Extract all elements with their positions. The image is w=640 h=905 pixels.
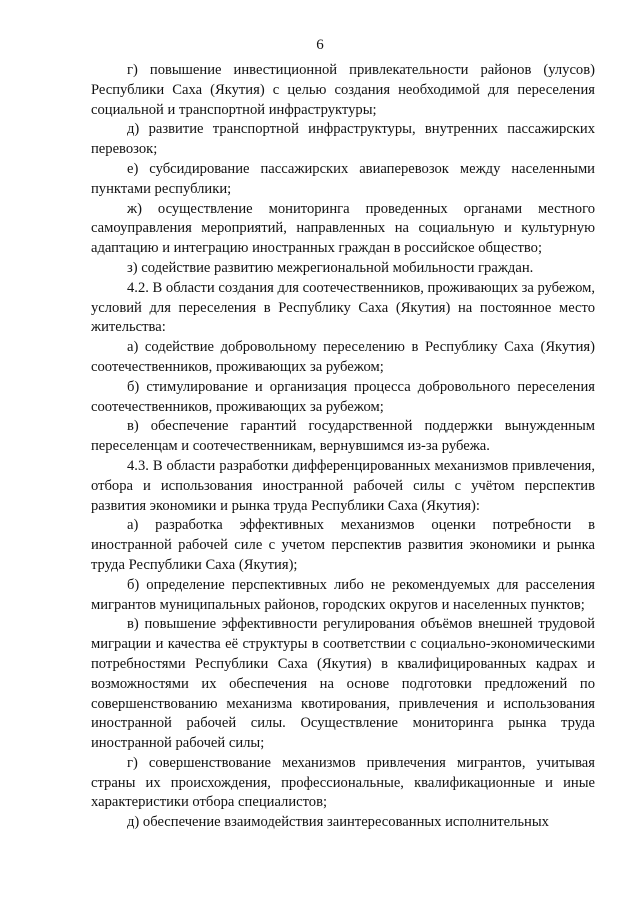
- paragraph-a-voluntary-resettlement: а) содействие добровольному переселению в Республику Саха (Якутия) соотечественников, проживающих за рубежом;: [91, 339, 595, 375]
- section-4-2-heading: 4.2. В области создания для соотечественников, проживающих за рубежом, условий для переселения в Республику Саха (Якутия) на постоянное место жительства:: [91, 279, 595, 336]
- paragraph-z-interregional-mobility: з) содействие развитию межрегиональной мобильности граждан.: [127, 259, 534, 276]
- paragraph-g-attraction-mechanisms: г) совершенствование механизмов привлечения мигрантов, учитывая страны их происхождения, профессиональные, квалификационные и иные характеристики отбора специалистов;: [91, 754, 595, 811]
- paragraph-b-resettlement-stimulation: б) стимулирование и организация процесса добровольного переселения соотечественников, проживающих за рубежом;: [91, 378, 595, 415]
- page-number: 6: [316, 37, 324, 53]
- paragraph-a-demand-assessment: а) разработка эффективных механизмов оценки потребности в иностранной рабочей силе с учетом перспектив развития экономики и рынка труда Республики Саха (Якутия);: [91, 517, 595, 573]
- paragraph-d-transport-infrastructure: д) развитие транспортной инфраструктуры, внутренних пассажирских перевозок;: [91, 121, 595, 158]
- paragraph-g-investment-attractiveness: г) повышение инвестиционной привлекательности районов (улусов) Республики Саха (Якутия) с целью создания необходимой для переселения социальной и транспортной инфраструктуры;: [91, 62, 595, 118]
- document-body: [91, 61, 595, 833]
- paragraph-d-interaction-truncated: д) обеспечение взаимодействия заинтересованных исполнительных: [127, 814, 549, 831]
- paragraph-e-air-transport-subsidy: е) субсидирование пассажирских авиаперевозок между населенными пунктами республики;: [91, 160, 595, 197]
- paragraph-v-migration-regulation: в) повышение эффективности регулирования объёмов внешней трудовой миграции и качества её структуры в соответствии с социально-экономическими потребностями Республики Саха (Якутия) в квалифицированных кадрах и возможностями их обеспечения на основе подготовки предложений по совершенствованию механизма квотирования, привлечения и использования иностранной рабочей силы. Осуществление мониторинга рынка труда иностранной рабочей силы;: [91, 616, 595, 752]
- paragraph-b-settlement-areas: б) определение перспективных либо не рекомендуемых для расселения мигрантов муниципальных районов, городских округов и населенных пунктов;: [91, 576, 595, 613]
- paragraph-v-state-support-guarantees: в) обеспечение гарантий государственной поддержки вынужденным переселенцам и соотечественникам, вернувшимся из-за рубежа.: [91, 418, 595, 455]
- paragraph-zh-monitoring-adaptation: ж) осуществление мониторинга проведенных органами местного самоуправления мероприятий, направленных на социальную и культурную адаптацию и интеграцию иностранных граждан в российское общество;: [91, 200, 595, 257]
- section-4-3-heading: 4.3. В области разработки дифференцированных механизмов привлечения, отбора и использования иностранной рабочей силы с учётом перспектив развития экономики и рынка труда Республики Саха (Якутия):: [91, 457, 595, 514]
